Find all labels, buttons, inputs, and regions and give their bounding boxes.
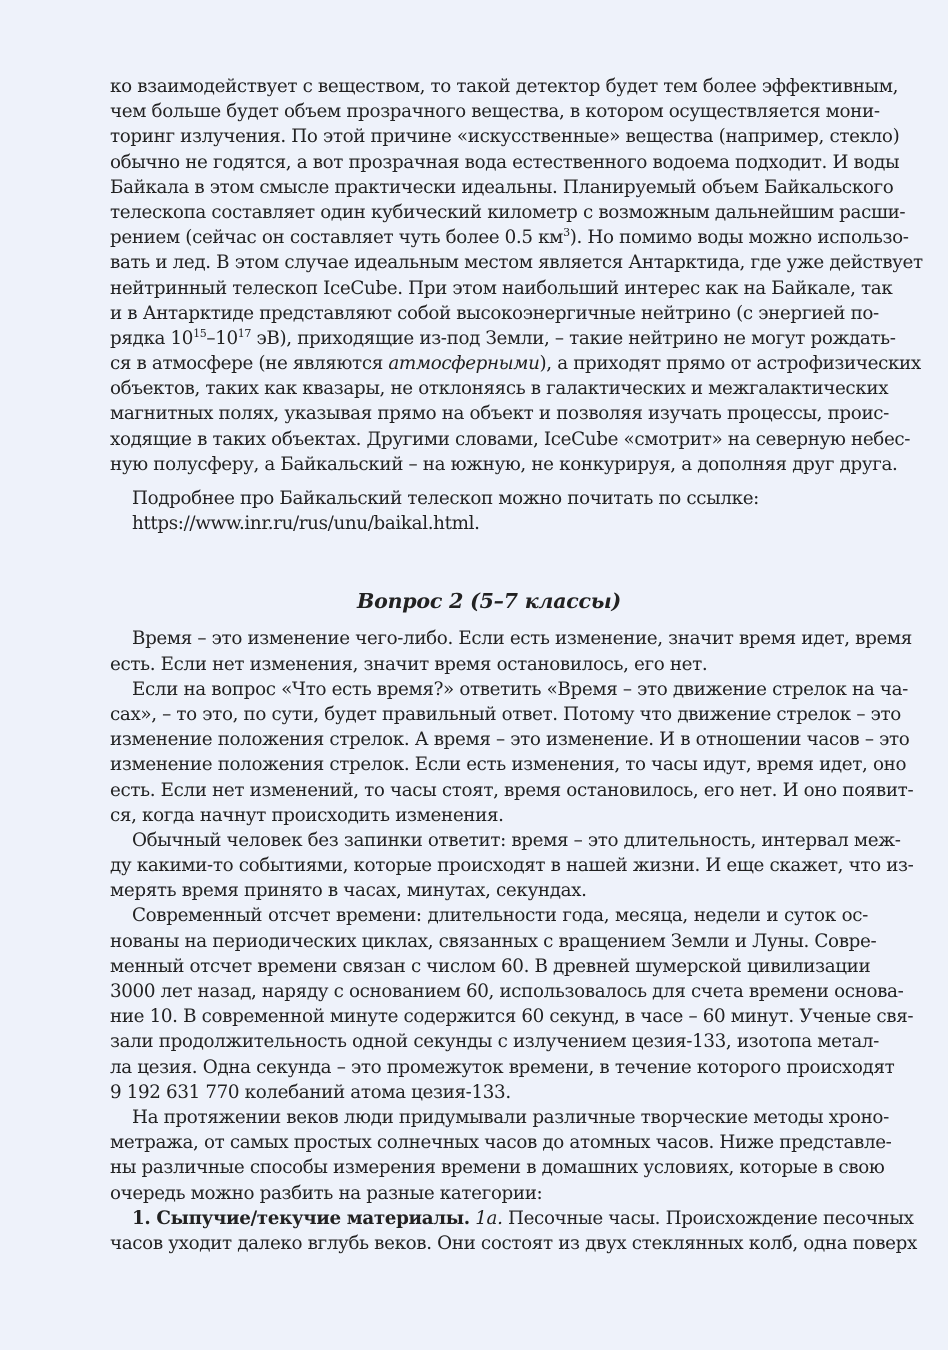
paragraph-link (110, 486, 868, 536)
text-segment: ), а приходят прямо от астрофизических (539, 353, 921, 375)
text-segment: рением (сейчас он составляет чуть более 0.5 км (110, 227, 564, 249)
text-line: чем больше будет объем прозрачного вещества, в котором осуществляется мони- (110, 101, 880, 123)
text-line: и в Антарктиде представляют собой высокоэнергичные нейтрино (с энергией по- (110, 302, 879, 324)
text-line: телескопа составляет один кубический километр с возможным дальнейшим расши- (110, 201, 906, 223)
text-segment: –10 (206, 327, 238, 349)
text-line: 3000 лет назад, наряду с основанием 60, использовалось для счета времени основа- (110, 981, 904, 1002)
text-line (110, 351, 921, 376)
text-line: торинг излучения. По этой причине «искусственные» вещества (например, стекло) (110, 126, 900, 148)
text-line: ние 10. В современной минуте содержится 60 секунд, в часе – 60 минут. Ученые свя- (110, 1006, 914, 1028)
text-line: ную полусферу, а Байкальский – на южную, не конкурируя, а дополняя друг друга. (110, 453, 898, 475)
text-line: нованы на периодических циклах, связанных с вращением Земли и Луны. Совре- (110, 930, 877, 952)
paragraph-clock-hands (110, 677, 914, 828)
text-line: ду какими-то событиями, которые происходят в нашей жизни. И еще скажет, что из- (110, 855, 914, 877)
text-line: ны различные способы измерения времени в домашних условиях, которые в свою (110, 1157, 885, 1179)
text-line: часов уходит далеко вглубь веков. Они состоят из двух стеклянных колб, одна поверх (110, 1232, 917, 1254)
baikal-telescope-link[interactable]: https://www.inr.ru/rus/unu/baikal.html. (132, 513, 480, 535)
text-line: Подробнее про Байкальский телескоп можно почитать по ссылке: (132, 488, 759, 509)
superscript: 15 (193, 326, 207, 340)
paragraph-timekeeping-methods (110, 1105, 892, 1206)
text-line: метража, от самых простых солнечных часов до атомных часов. Ниже представле- (110, 1132, 892, 1154)
text-line: ходящие в таких объектах. Другими словами, IceCube «смотрит» на северную небес- (110, 428, 911, 450)
paragraph-ordinary-person (110, 828, 914, 904)
page-body (110, 74, 923, 1256)
text-line: Байкала в этом смысле практически идеальны. Планируемый объем Байкальского (110, 176, 894, 198)
text-line: Время – это изменение чего-либо. Если есть изменение, значит время идет, время (132, 628, 912, 650)
item-reference: 1а. (475, 1207, 503, 1229)
text-segment: рядка 10 (110, 327, 194, 349)
text-line: мерять время принято в часах, минутах, секундах. (110, 880, 587, 902)
text-line: менный отсчет времени связан с числом 60. В древней шумерской цивилизации (110, 955, 871, 977)
paragraph-time-definition (110, 626, 912, 676)
text-segment: эВ), приходящие из-под Земли, – такие нейтрино не могут рождать- (251, 327, 896, 349)
list-item-title: 1. Сыпучие/текучие материалы. (132, 1207, 470, 1229)
text-line: ся, когда начнут происходить изменения. (110, 804, 504, 826)
text-segment: Песочные часы. Происхождение песочных (502, 1207, 914, 1229)
text-line: 9 192 631 770 колебаний атома цезия-133. (110, 1081, 511, 1103)
italic-term: атмосферными (388, 353, 540, 375)
text-line: есть. Если нет изменения, значит время остановилось, его нет. (110, 653, 708, 675)
text-line (110, 225, 909, 250)
text-line: вать и лед. В этом случае идеальным местом является Антарктида, где уже действует (110, 252, 923, 274)
paragraph-granular-materials (110, 1206, 917, 1256)
superscript: 3 (563, 226, 570, 240)
text-line: Если на вопрос «Что есть время?» ответить «Время – это движение стрелок на ча- (132, 678, 908, 700)
spacer (110, 536, 868, 586)
text-line (110, 326, 896, 351)
spacer (110, 477, 868, 486)
text-line: объектов, таких как квазары, не отклоняясь в галактических и межгалактических (110, 378, 889, 400)
text-line: зали продолжительность одной секунды с излучением цезия-133, изотопа метал- (110, 1031, 879, 1053)
text-line: На протяжении веков люди придумывали различные творческие методы хроно- (132, 1106, 889, 1128)
text-line: изменение положения стрелок. Если есть изменения, то часы идут, время идет, оно (110, 754, 907, 776)
section-heading: Вопрос 2 (5–7 классы) (356, 589, 622, 614)
text-line: Современный отсчет времени: длительности года, месяца, недели и суток ос- (132, 905, 868, 927)
text-line: магнитных полях, указывая прямо на объект и позволяя изучать процессы, проис- (110, 403, 889, 425)
paragraph-neutrino-detector (110, 74, 923, 477)
text-line: ко взаимодействует с веществом, то такой детектор будет тем более эффективным, (110, 76, 899, 97)
text-segment: ). Но помимо воды можно использо- (569, 227, 909, 249)
text-segment: ся в атмосфере (не являются (110, 353, 389, 375)
text-line: обычно не годятся, а вот прозрачная вода естественного водоема подходит. И воды (110, 151, 900, 173)
text-line: ла цезия. Одна секунда – это промежуток времени, в течение которого происходят (110, 1056, 895, 1078)
text-line: очередь можно разбить на разные категории: (110, 1182, 543, 1204)
paragraph-modern-timekeeping (110, 903, 914, 1105)
text-line: нейтринный телескоп IceCube. При этом наибольший интерес как на Байкале, так (110, 277, 893, 299)
text-line: есть. Если нет изменений, то часы стоят, время остановилось, его нет. И оно появит- (110, 779, 914, 801)
text-line (110, 1206, 914, 1231)
superscript: 17 (237, 326, 252, 340)
text-line: сах», – то это, по сути, будет правильный ответ. Потому что движение стрелок – это (110, 703, 901, 725)
text-line: изменение положения стрелок. А время – это изменение. И в отношении часов – это (110, 729, 910, 751)
text-line: Обычный человек без запинки ответит: время – это длительность, интервал меж- (132, 829, 901, 851)
